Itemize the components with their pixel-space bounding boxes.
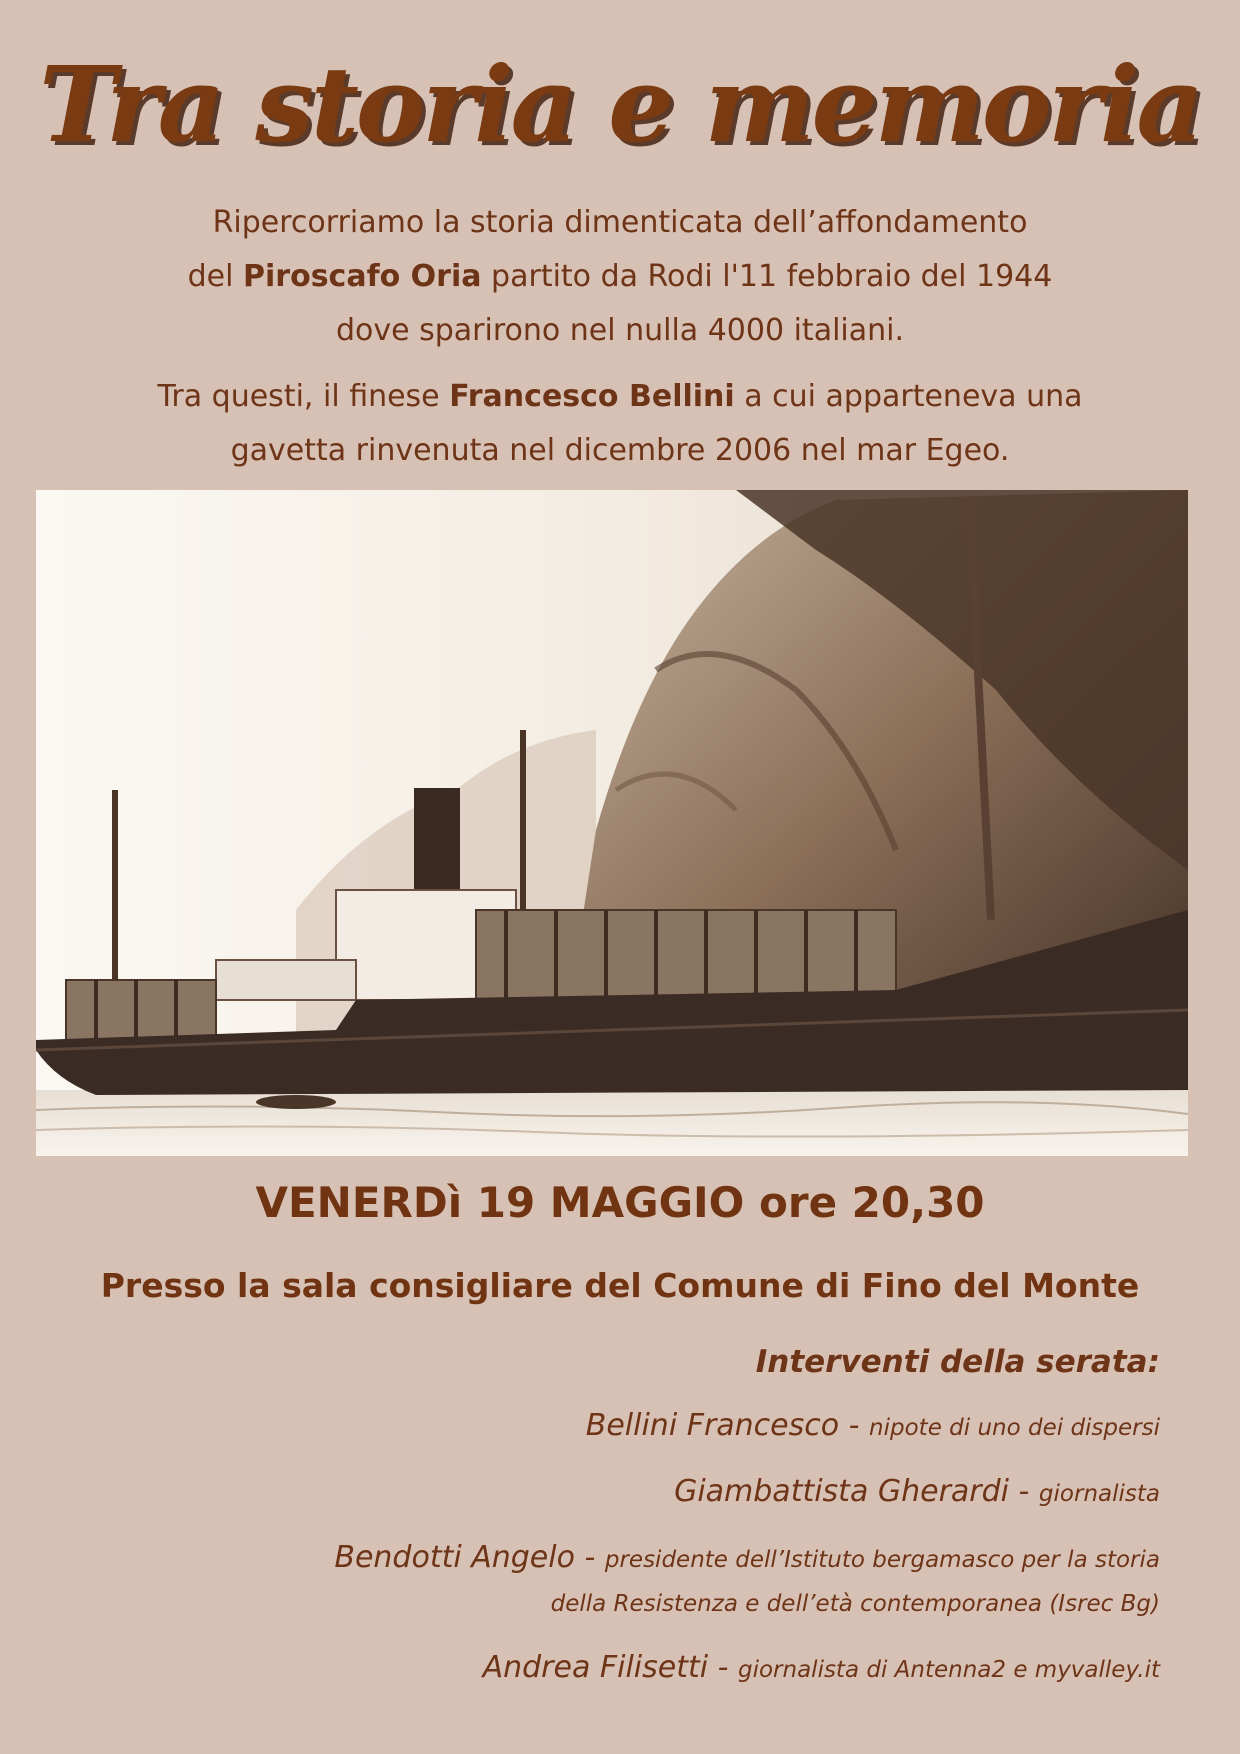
speaker-name: Bendotti Angelo (334, 1540, 575, 1575)
event-venue: Presso la sala consigliare del Comune di Fino del Monte (100, 1266, 1140, 1305)
speakers-section (160, 1340, 1160, 1692)
speaker-name: Bellini Francesco (585, 1408, 840, 1443)
event-date: VENERDì 19 MAGGIO ore 20,30 (255, 1178, 985, 1227)
ship-illustration (36, 490, 1188, 1156)
speaker-item: Bellini Francesco - nipote di uno dei dispersi (585, 1408, 1160, 1443)
ship-name: Piroscafo Oria (243, 259, 482, 294)
speaker-role: nipote di uno dei dispersi (869, 1415, 1160, 1441)
speakers-header: Interventi della serata: (755, 1344, 1160, 1380)
speaker-name: Giambattista Gherardi (674, 1474, 1010, 1509)
speaker-item: Andrea Filisetti - giornalista di Antenna2 e myvalley.it (482, 1650, 1160, 1685)
speaker-role: giornalista di Antenna2 e myvalley.it (737, 1657, 1160, 1683)
speaker-role-continued: della Resistenza e dell’età contemporanea (Isrec Bg) (550, 1591, 1160, 1617)
poster-title: Tra storia e memoria (39, 43, 1201, 166)
intro-paragraph-2: Tra questi, il finese Francesco Bellini a cui apparteneva una gavetta rinvenuta nel dicembre 2006 nel mar Egeo. (157, 379, 1083, 468)
intro-paragraph-1: Ripercorriamo la storia dimenticata dell’affondamento del Piroscafo Oria partito da Rodi l'11 febbraio del 1944 dove sparirono nel nulla 4000 italiani. (187, 205, 1053, 348)
speaker-item: Bendotti Angelo - presidente dell’Istituto bergamasco per la storia della Resistenza e dell’età contemporanea (Isrec Bg) (160, 1538, 1160, 1626)
person-name: Francesco Bellini (449, 379, 735, 414)
speaker-name: Andrea Filisetti (482, 1650, 709, 1685)
speaker-role: presidente dell’Istituto bergamasco per la storia (604, 1547, 1160, 1573)
speaker-role: giornalista (1038, 1481, 1160, 1507)
intro-text (120, 196, 1120, 478)
ship-photo (36, 490, 1188, 1156)
speaker-item: Giambattista Gherardi - giornalista (674, 1474, 1160, 1509)
